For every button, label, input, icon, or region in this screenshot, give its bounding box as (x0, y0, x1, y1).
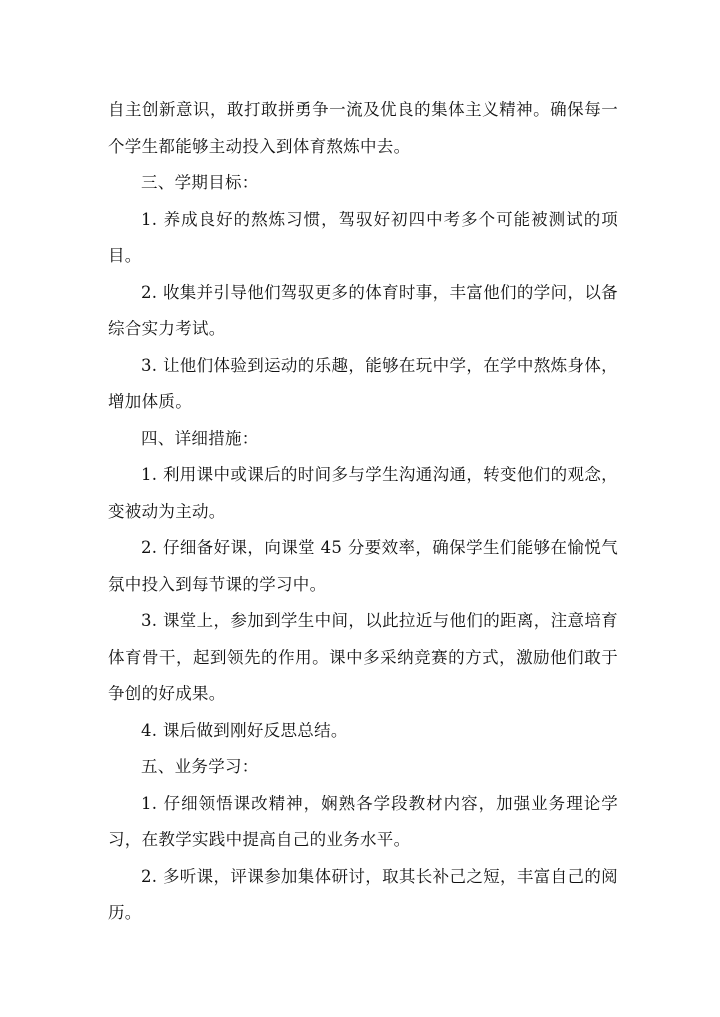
goal-item-1: 1. 养成良好的熬炼习惯，驾驭好初四中考多个可能被测试的项目。 (108, 209, 618, 265)
section-heading-goals: 三、学期目标： (141, 173, 259, 192)
paragraph-1: 自主创新意识，敢打敢拼勇争一流及优良的集体主义精神。确保每一个学生都能够主动投入到体育熬炼中去。 (108, 100, 618, 156)
measure-item-1: 1. 利用课中或课后的时间多与学生沟通沟通，转变他们的观念，变被动为主动。 (108, 465, 618, 521)
measure-item-3: 3. 课堂上，参加到学生中间，以此拉近与他们的距离，注意培育体育骨干，起到领先的作用。课中多采纳竞赛的方式，激励他们敢于争创的好成果。 (108, 611, 618, 703)
section-heading-study: 五、业务学习： (141, 757, 259, 776)
section-heading-measures: 四、详细措施： (141, 428, 259, 448)
study-item-2: 2. 多听课，评课参加集体研讨，取其长补己之短，丰富自己的阅历。 (108, 866, 618, 922)
study-item-1: 1. 仔细领悟课改精神，娴熟各学段教材内容，加强业务理论学习，在教学实践中提高自己的业务水平。 (108, 793, 618, 849)
goal-item-3: 3. 让他们体验到运动的乐趣，能够在玩中学，在学中熬炼身体，增加体质。 (108, 355, 618, 411)
measure-item-2: 2. 仔细备好课，向课堂 45 分要效率，确保学生们能够在愉悦气氛中投入到每节课的学习中。 (108, 538, 618, 594)
measure-item-4: 4. 课后做到刚好反思总结。 (141, 720, 348, 740)
goal-item-2: 2. 收集并引导他们驾驭更多的体育时事，丰富他们的学问，以备综合实力考试。 (108, 282, 618, 338)
document-page (108, 92, 618, 932)
